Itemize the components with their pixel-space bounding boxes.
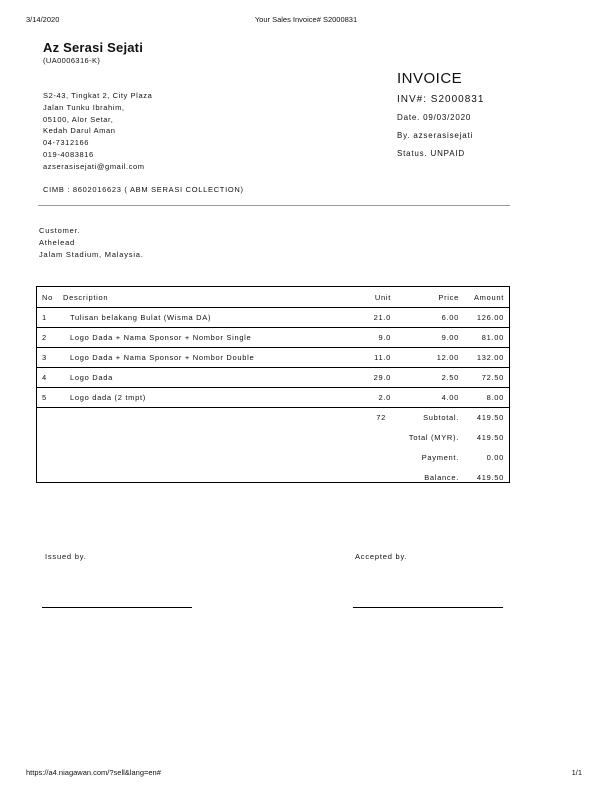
item-amount: 126.00 [476,313,504,322]
subtotal-value: 419.50 [476,413,504,422]
subtotal-label: Subtotal. [423,413,459,422]
issued-by-label: Issued by. [45,552,87,561]
table-row [37,387,509,408]
customer-name: Athelead [39,238,76,247]
invoice-number: INV#: S2000831 [397,94,485,105]
item-price: 4.00 [441,393,459,402]
item-description: Logo Dada + Nama Sponsor + Nombor Single [70,333,252,342]
customer-label: Customer. [39,226,81,235]
bank-details: CIMB : 8602016623 ( ABM SERASI COLLECTION) [43,185,244,194]
print-url: https://a4.niagawan.com/?sell&lang=en# [26,768,161,777]
table-header-row [37,287,509,308]
item-description: Logo dada (2 tmpt) [70,393,146,402]
invoice-meta [397,94,484,167]
item-no: 1 [42,313,47,322]
invoice-issuer: By. azserasisejati [397,131,474,140]
item-unit: 11.0 [374,353,391,362]
address-line: S2-43, Tingkat 2, City Plaza [43,91,153,100]
item-price: 2.50 [441,373,459,382]
item-amount: 81.00 [481,333,504,342]
table-row [37,307,509,328]
company-address [43,90,152,173]
invoice-title: INVOICE [397,70,463,87]
address-line: Jalan Tunku Ibrahim, [43,102,125,112]
header-description: Description [63,293,109,302]
table-row [37,327,509,348]
invoice-status: Status. UNPAID [397,149,465,158]
header-amount: Amount [473,293,504,302]
address-line: Kedah Darul Aman [43,126,116,136]
company-registration: (UA0006316-K) [43,56,101,65]
item-amount: 132.00 [476,353,504,362]
total-value: 419.50 [476,433,504,442]
item-unit: 29.0 [373,373,391,382]
total-units: 72 [376,413,386,422]
item-price: 12.00 [436,353,459,362]
balance-value: 419.50 [476,473,504,482]
company-email: azserasisejati@gmail.com [43,161,145,171]
company-phone: 04-7312166 [43,138,90,148]
total-label: Total (MYR). [408,433,459,442]
page-number: 1/1 [571,768,582,777]
header-no: No [42,293,53,302]
item-description: Tulisan belakang Bulat (Wisma DA) [70,313,212,322]
payment-label: Payment. [421,453,459,462]
accepted-by-label: Accepted by. [355,552,408,561]
item-price: 6.00 [441,313,459,322]
item-unit: 2.0 [378,393,391,402]
item-unit: 21.0 [373,313,391,322]
item-no: 2 [42,333,47,342]
item-no: 5 [42,393,47,402]
address-line: 05100, Alor Setar, [43,114,114,124]
item-amount: 72.50 [481,373,504,382]
invoice-date: Date. 09/03/2020 [397,113,472,122]
print-date: 3/14/2020 [26,15,60,24]
table-row [37,347,509,368]
item-amount: 8.00 [486,393,504,402]
table-row [37,367,509,388]
customer-address: Jalam Stadium, Malaysia. [39,250,144,259]
item-unit: 9.0 [378,333,391,342]
header-unit: Unit [374,293,391,302]
item-description: Logo Dada [70,373,113,382]
header-divider [38,205,510,206]
company-name: Az Serasi Sejati [43,40,144,55]
customer-block [39,225,144,261]
payment-value: 0.00 [486,453,504,462]
item-no: 3 [42,353,47,362]
invoice-table [36,286,510,483]
accepted-by-signature-line [353,607,503,608]
header-price: Price [438,293,459,302]
print-title: Your Sales Invoice# S2000831 [254,15,358,24]
balance-label: Balance. [424,473,459,482]
issued-by-signature-line [42,607,192,608]
item-no: 4 [42,373,47,382]
item-description: Logo Dada + Nama Sponsor + Nombor Double [70,353,255,362]
item-price: 9.00 [441,333,459,342]
company-mobile: 019-4083816 [43,149,94,159]
